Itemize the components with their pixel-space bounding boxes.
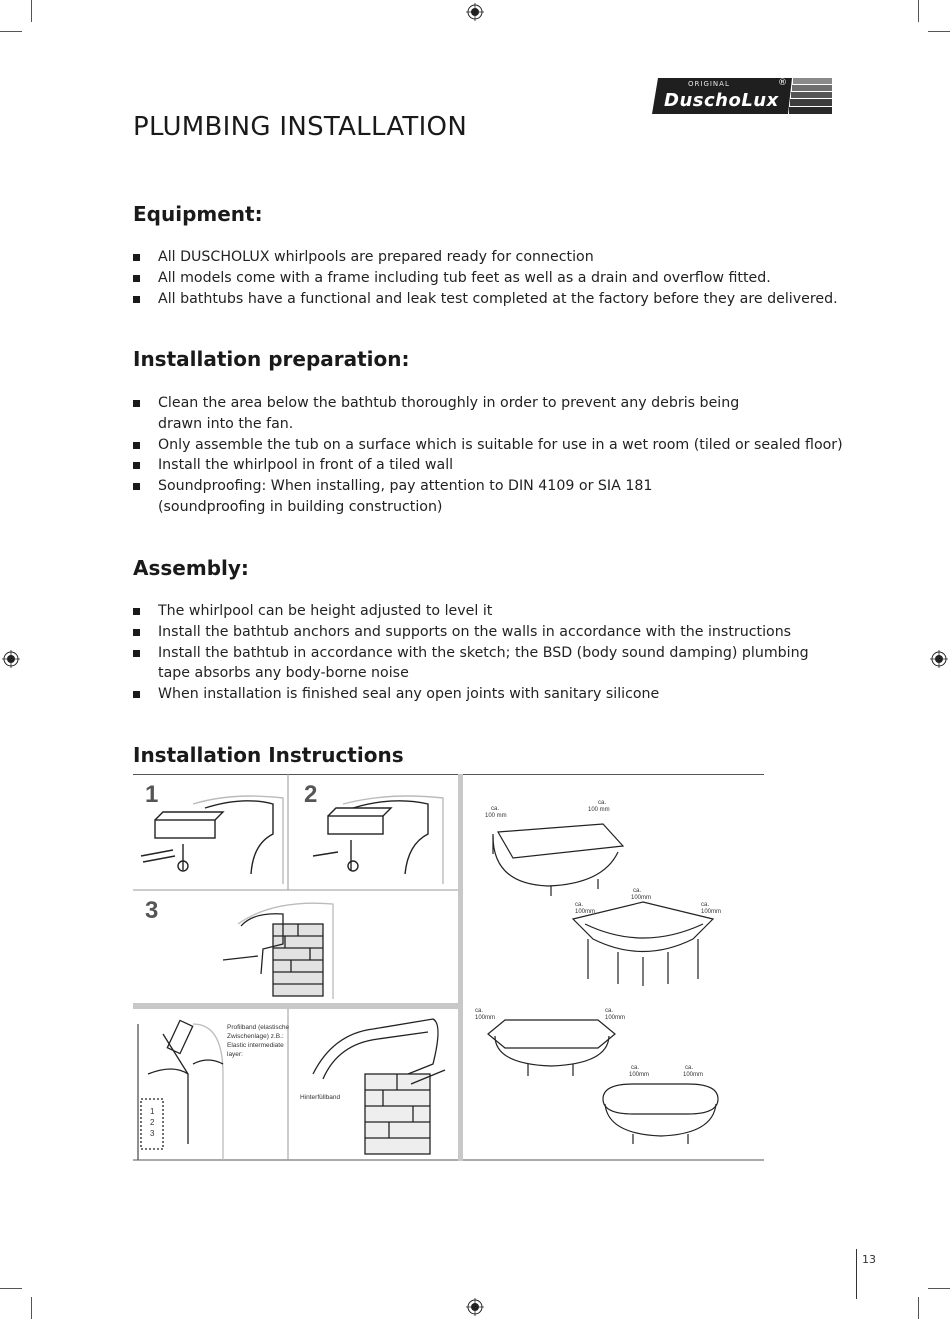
crop-mark-bottom-left-h [0, 1288, 22, 1289]
duscholux-logo [650, 76, 832, 116]
installation-diagram [133, 774, 764, 1161]
list-item: All models come with a frame including tub feet as well as a drain and overflow fitted. [133, 268, 853, 289]
crop-mark-top-right-h [928, 31, 950, 32]
dim-label: 100mm [605, 1015, 626, 1021]
section-heading-equipment: Equipment: [133, 202, 263, 226]
crop-mark-bottom-left [31, 1297, 32, 1319]
assembly-list [133, 601, 853, 705]
note-profile-line-3: Elastic intermediate [227, 1042, 284, 1049]
section-heading-installation-preparation: Installation preparation: [133, 347, 410, 371]
order-number-2: 2 [150, 1118, 155, 1127]
registration-mark-bottom-icon [466, 1298, 484, 1316]
sealing-detail-icon [138, 1020, 223, 1160]
registration-mark-left-icon [2, 650, 20, 668]
note-profile-line-1: Profilband (elastische [227, 1024, 290, 1031]
installation-instructions-figure [133, 774, 764, 1161]
list-item: When installation is finished seal any open joints with sanitary silicone [133, 684, 853, 705]
crop-mark-top-right [918, 0, 919, 22]
list-item: Install the bathtub anchors and supports on the walls in accordance with the instructions [133, 622, 853, 643]
crop-mark-bottom-right-h [928, 1288, 950, 1289]
order-number-3: 3 [150, 1129, 155, 1138]
crop-mark-bottom-right [918, 1297, 919, 1319]
step-number-1: 1 [145, 781, 159, 808]
note-profile-line-2: Zwischenlage) z.B.: [227, 1033, 284, 1040]
dim-label: ca. [685, 1065, 694, 1071]
dim-label: ca. [605, 1008, 614, 1014]
anchor-bracket-2-icon [313, 796, 443, 884]
section-heading-assembly: Assembly: [133, 556, 249, 580]
dim-label: ca. [631, 1065, 640, 1071]
list-item: Clean the area below the bathtub thoroughly in order to prevent any debris being drawn into the fan. [133, 393, 783, 435]
logo-brand-name: DuschoLux [664, 90, 779, 111]
hexagonal-tub-icon [488, 1020, 615, 1076]
dim-label: 100mm [631, 895, 652, 901]
anchor-bracket-1-icon [141, 796, 283, 884]
page-number-rule [856, 1249, 857, 1299]
order-number-1: 1 [150, 1107, 155, 1116]
registration-mark-top-icon [466, 3, 484, 21]
page-number: 13 [862, 1253, 876, 1266]
step-number-3: 3 [145, 897, 159, 924]
dim-label: ca. [491, 806, 500, 812]
rectangular-tub-icon [493, 824, 623, 896]
dim-label: 100 mm [485, 813, 507, 819]
backfill-detail-icon [313, 1019, 445, 1154]
note-profile-line-4: layer: [227, 1051, 243, 1058]
list-item: Install the whirlpool in front of a tiled wall [133, 455, 783, 476]
dim-label: ca. [633, 888, 642, 894]
dim-label: ca. [475, 1008, 484, 1014]
dim-label: ca. [701, 902, 710, 908]
registration-mark-right-icon [930, 650, 948, 668]
section-heading-installation-instructions: Installation Instructions [133, 743, 404, 767]
note-backfill: Hinterfüllband [300, 1094, 341, 1101]
equipment-list [133, 247, 853, 309]
dim-label: 100mm [475, 1015, 496, 1021]
dim-label: 100 mm [588, 807, 610, 813]
step-number-2: 2 [304, 781, 318, 808]
crop-mark-top-left-h [0, 31, 22, 32]
logo-registered-mark: ® [778, 78, 787, 88]
list-item: All bathtubs have a functional and leak test completed at the factory before they are delivered. [133, 289, 853, 310]
oval-tub-icon [603, 1084, 718, 1144]
brick-wall-anchor-icon [223, 903, 333, 999]
dim-label: 100mm [701, 909, 722, 915]
list-item: Soundproofing: When installing, pay attention to DIN 4109 or SIA 181 (soundproofing in building construction) [133, 476, 658, 518]
list-item: The whirlpool can be height adjusted to level it [133, 601, 853, 622]
list-item: All DUSCHOLUX whirlpools are prepared ready for connection [133, 247, 853, 268]
dim-label: 100mm [575, 909, 596, 915]
page-title: PLUMBING INSTALLATION [133, 112, 468, 142]
installation-preparation-list [133, 393, 843, 518]
dim-label: ca. [598, 800, 607, 806]
crop-mark-top-left [31, 0, 32, 22]
logo-tagline: ORIGINAL [688, 80, 730, 88]
dim-label: 100mm [629, 1072, 650, 1078]
dim-label: ca. [575, 902, 584, 908]
dim-label: 100mm [683, 1072, 704, 1078]
list-item: Only assemble the tub on a surface which is suitable for use in a wet room (tiled or sealed floor) [133, 435, 858, 456]
list-item: Install the bathtub in accordance with the sketch; the BSD (body sound damping) plumbing tape absorbs any body-borne noise [133, 643, 838, 685]
